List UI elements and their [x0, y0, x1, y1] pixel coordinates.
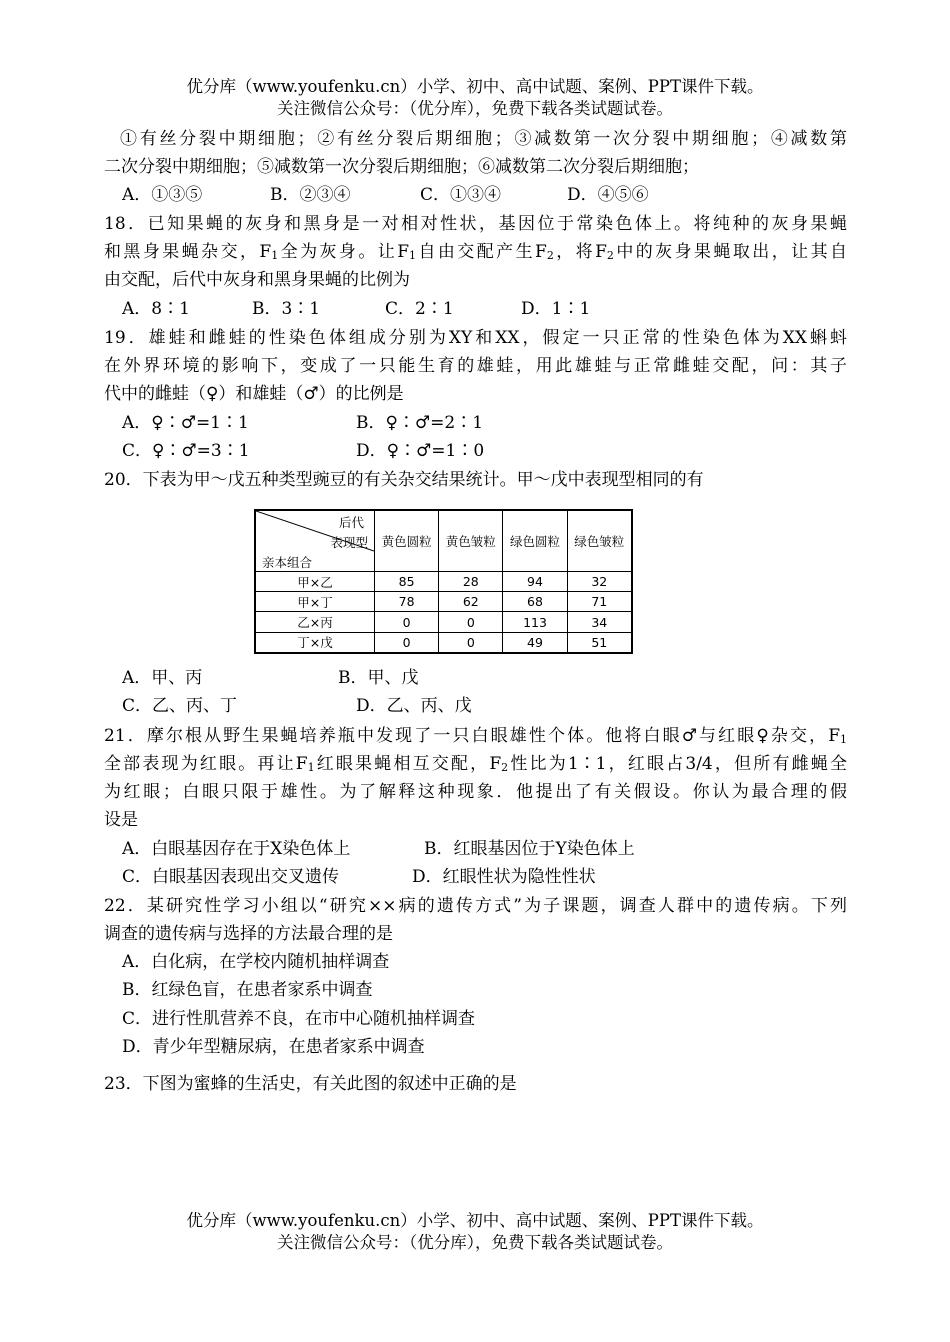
q21-sub-1b: 1: [307, 761, 315, 774]
table-cell: 32: [567, 572, 632, 592]
q21-sub-2: 2: [501, 761, 509, 774]
q17-option-b[interactable]: B．②③④: [270, 185, 351, 205]
table-cell: 68: [503, 592, 567, 612]
q21-sub-1: 1: [840, 733, 847, 746]
corner-label-offspring: 后代: [338, 515, 364, 530]
table-cell: 62: [439, 592, 503, 612]
q21-option-d[interactable]: D．红眼性状为隐性性状: [412, 867, 596, 887]
table-row: [255, 632, 632, 653]
q18-line-2d: ，将F: [553, 242, 607, 262]
table-cell: 0: [439, 632, 503, 653]
q19-option-b[interactable]: B．♀∶♂=2∶1: [356, 413, 484, 433]
q20-option-d[interactable]: D．乙、丙、戊: [356, 696, 472, 716]
q22-option-a[interactable]: A．白化病，在学校内随机抽样调查: [122, 952, 390, 972]
q17-line-1: ①有丝分裂中期细胞；②有丝分裂后期细胞；③减数第一次分裂中期细胞；④减数第: [120, 129, 847, 149]
table-cell: 34: [567, 612, 632, 632]
q20-option-c[interactable]: C．乙、丙、丁: [122, 696, 238, 716]
q21-line-1: [104, 724, 847, 748]
table-cell: 94: [503, 572, 567, 592]
q21-line-1a: 21．摩尔根从野生果蝇培养瓶中发现了一只白眼雄性个体。他将白眼♂与红眼♀杂交，F: [104, 726, 840, 746]
q18-option-b[interactable]: B．3∶1: [252, 299, 321, 319]
q21-line-2a: 全部表现为红眼。再让F: [104, 754, 308, 774]
q18-sub-1a: 1: [271, 249, 279, 262]
table-cell: 28: [439, 572, 503, 592]
q18-line-2: [104, 240, 847, 264]
q18-sub-2a: 2: [546, 249, 554, 262]
column-header: 绿色皱粒: [567, 510, 632, 572]
q19-options-row-2: [122, 439, 484, 463]
q21-line-4: 设是: [104, 810, 138, 830]
q18-line-2c: 自由交配产生F: [416, 242, 547, 262]
corner-label-phenotype: 表现型: [330, 535, 368, 550]
q18-line-1: 18．已知果蝇的灰身和黑身是一对相对性状，基因位于常染色体上。将纯种的灰身果蝇: [104, 214, 847, 234]
corner-label-parent-cross: 亲本组合: [262, 555, 313, 570]
q21-option-a[interactable]: A．白眼基因存在于X染色体上: [122, 839, 351, 859]
q18-option-c[interactable]: C．2∶1: [385, 299, 454, 319]
table-cell: 0: [375, 632, 439, 653]
q18-sub-2b: 2: [606, 249, 614, 262]
table-cell: 78: [375, 592, 439, 612]
row-cross: 甲×丁: [255, 592, 375, 612]
q18-option-a[interactable]: A．8∶1: [122, 299, 190, 319]
q22-option-d[interactable]: D．青少年型糖尿病，在患者家系中调查: [122, 1037, 425, 1057]
q19-line-1: 19．雄蛙和雌蛙的性染色体组成分别为XY和XX，假定一只正常的性染色体为XX蝌蚪: [104, 328, 847, 348]
row-cross: 乙×丙: [255, 612, 375, 632]
q18-option-d[interactable]: D．1∶1: [521, 299, 591, 319]
q17-option-c[interactable]: C．①③④: [420, 185, 502, 205]
q20-options-row-2: [122, 694, 472, 718]
header-line-1: 优分库（www.youfenku.cn）小学、初中、高中试题、案例、PPT课件下载。: [186, 77, 764, 96]
column-header: 绿色圆粒: [503, 510, 567, 572]
footer-line-2: 关注微信公众号：（优分库），免费下载各类试题试卷。: [277, 1233, 673, 1252]
q18-options: [122, 297, 590, 321]
table-cell: 85: [375, 572, 439, 592]
table-cell: 113: [503, 612, 567, 632]
q21-option-c[interactable]: C．白眼基因表现出交叉遗传: [122, 867, 340, 887]
q21-options-row-2: [122, 865, 596, 889]
q19-options-row-1: [122, 411, 483, 435]
row-cross: 丁×戊: [255, 632, 375, 653]
q18-line-3: 由交配，后代中灰身和黑身果蝇的比例为: [104, 270, 410, 290]
table-row: [255, 572, 632, 592]
table-cell: 71: [567, 592, 632, 612]
cross-results-table: [254, 509, 633, 654]
q22-option-c[interactable]: C．进行性肌营养不良，在市中心随机抽样调查: [122, 1009, 476, 1029]
q21-line-3: 为红眼；白眼只限于雄性。为了解释这种现象．他提出了有关假设。你认为最合理的假: [104, 782, 847, 802]
q20-options-row-1: [122, 666, 419, 690]
q22-option-b[interactable]: B．红绿色盲，在患者家系中调查: [122, 980, 373, 1000]
q19-line-3: 代中的雌蛙（♀）和雄蛙（♂）的比例是: [104, 384, 404, 404]
q18-line-2e: 中的灰身果蝇取出，让其自: [613, 242, 848, 262]
q18-line-2b: 全为灰身。让F: [278, 242, 410, 262]
page-footer: [0, 1210, 950, 1254]
q17-option-d[interactable]: D．④⑤⑥: [567, 185, 649, 205]
q19-option-a[interactable]: A．♀∶♂=1∶1: [122, 413, 249, 433]
q20-option-b[interactable]: B．甲、戊: [338, 668, 419, 688]
q20-line-1: 20．下表为甲～戊五种类型豌豆的有关杂交结果统计。甲～戊中表现型相同的有: [104, 470, 704, 490]
q17-option-a[interactable]: A．①③⑤: [122, 185, 203, 205]
q21-options-row-1: [122, 837, 635, 861]
q21-line-2b: 红眼果蝇相互交配，F: [314, 754, 502, 774]
q22-line-1: 22．某研究性学习小组以“研究××病的遗传方式”为子课题，调查人群中的遗传病。下列: [104, 896, 847, 916]
q23-line-1: 23．下图为蜜蜂的生活史，有关此图的叙述中正确的是: [104, 1074, 517, 1094]
table-cell: 51: [567, 632, 632, 653]
q21-line-2c: 性比为1∶1，红眼占3/4，但所有雌蝇全: [508, 754, 847, 774]
q17-line-2: 二次分裂中期细胞；⑤减数第一次分裂后期细胞；⑥减数第二次分裂后期细胞；: [104, 157, 699, 177]
page-header: [0, 76, 950, 120]
table-cell: 0: [375, 612, 439, 632]
q17-options: [122, 183, 649, 207]
column-header: 黄色圆粒: [375, 510, 439, 572]
q22-line-2: 调查的遗传病与选择的方法最合理的是: [104, 924, 393, 944]
table-cell: 49: [503, 632, 567, 653]
table-corner-header: [255, 510, 375, 572]
q18-line-2a: 和黑身果蝇杂交，F: [104, 242, 272, 262]
header-line-2: 关注微信公众号：（优分库），免费下载各类试题试卷。: [277, 99, 673, 118]
q19-line-2: 在外界环境的影响下，变成了一只能生育的雄蛙，用此雄蛙与正常雌蛙交配，问：其子: [104, 356, 847, 376]
q18-sub-1b: 1: [409, 249, 417, 262]
q21-line-2: [104, 752, 847, 776]
q21-option-b[interactable]: B．红眼基因位于Y染色体上: [424, 839, 635, 859]
q20-option-a[interactable]: A．甲、丙: [122, 668, 203, 688]
q19-option-d[interactable]: D．♀∶♂=1∶0: [356, 441, 485, 461]
table-row: [255, 592, 632, 612]
q19-option-c[interactable]: C．♀∶♂=3∶1: [122, 441, 250, 461]
footer-line-1: 优分库（www.youfenku.cn）小学、初中、高中试题、案例、PPT课件下载。: [186, 1211, 764, 1230]
table-cell: 0: [439, 612, 503, 632]
column-header: 黄色皱粒: [439, 510, 503, 572]
row-cross: 甲×乙: [255, 572, 375, 592]
table-row: [255, 612, 632, 632]
